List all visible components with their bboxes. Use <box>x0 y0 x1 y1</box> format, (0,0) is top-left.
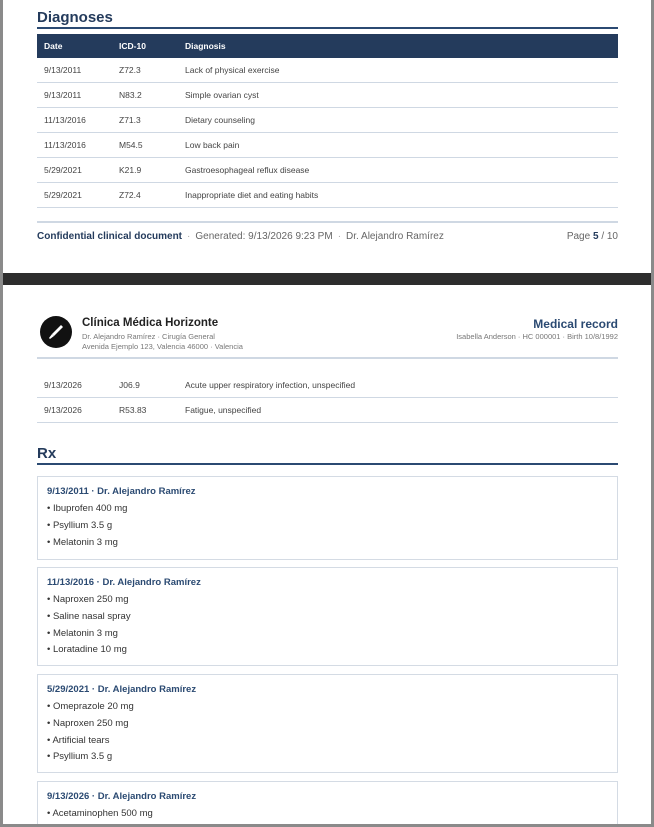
cell-diagnosis: Fatigue, unspecified <box>185 405 262 415</box>
cell-date: 9/13/2026 <box>44 380 82 390</box>
footer-divider <box>37 221 618 223</box>
prescription-card <box>37 567 618 666</box>
prescription-item: • Loratadine 10 mg <box>47 644 127 656</box>
header-date: Date <box>44 41 63 51</box>
table-row <box>37 373 618 398</box>
cell-date: 9/13/2011 <box>44 65 82 75</box>
cell-date: 9/13/2011 <box>44 90 82 100</box>
cell-code: K21.9 <box>119 165 142 175</box>
cell-code: Z71.3 <box>119 115 141 125</box>
prescription-item: • Saline nasal spray <box>47 610 131 622</box>
page-separator <box>3 273 651 285</box>
prescription-item: • Psyllium 3.5 g <box>47 751 113 763</box>
prescription-title: 5/29/2021 · Dr. Alejandro Ramírez <box>47 684 197 695</box>
prescription-title: 11/13/2016 · Dr. Alejandro Ramírez <box>47 577 201 588</box>
prescription-item: • Naproxen 250 mg <box>47 594 129 605</box>
table-row <box>37 398 618 423</box>
header-diagnosis: Diagnosis <box>185 41 226 51</box>
cell-diagnosis: Acute upper respiratory infection, unspecified <box>185 380 356 390</box>
page-current: 5 <box>592 231 599 242</box>
diagnoses-table-continued <box>37 373 618 423</box>
prescription-item: • Artificial tears <box>47 734 110 746</box>
cell-diagnosis: Low back pain <box>185 140 240 150</box>
prescription-item: • Naproxen 250 mg <box>47 717 129 729</box>
record-title: Medical record <box>533 317 618 331</box>
table-row <box>37 133 618 158</box>
clinic-name: Clínica Médica Horizonte <box>82 317 219 329</box>
page-5 <box>3 0 651 273</box>
prescription-card <box>37 781 618 824</box>
header-icd10: ICD-10 <box>119 41 146 51</box>
page-total: / 10 <box>601 231 618 242</box>
table-row <box>37 58 618 83</box>
cell-date: 5/29/2021 <box>44 165 82 175</box>
page-number <box>567 231 618 242</box>
diagnoses-table <box>37 34 618 208</box>
table-header <box>37 34 618 58</box>
prescription-card <box>37 476 618 560</box>
table-row <box>37 158 618 183</box>
footer-left: Confidential clinical document · Generated: 9/13/2026 9:23 PM · Dr. Alejandro Ramírez <box>37 231 444 242</box>
footer-confidential: Confidential clinical document <box>37 231 183 242</box>
prescription-card <box>37 674 618 773</box>
header-divider <box>37 357 618 359</box>
cell-diagnosis: Dietary counseling <box>185 115 255 125</box>
cell-code: R53.83 <box>119 405 147 415</box>
cell-diagnosis: Gastroesophageal reflux disease <box>185 165 310 175</box>
page-6 <box>3 285 651 824</box>
patient-line: Isabella Anderson · HC 000001 · Birth 10/8/1992 <box>456 332 618 341</box>
clinic-address: Avenida Ejemplo 123, Valencia 46000 · Valencia <box>82 342 243 351</box>
cell-diagnosis: Lack of physical exercise <box>185 65 280 75</box>
cell-code: N83.2 <box>119 90 142 100</box>
section-title-rx: Rx <box>37 445 618 465</box>
prescription-title: 9/13/2026 · Dr. Alejandro Ramírez <box>47 791 197 802</box>
prescription-item: • Melatonin 3 mg <box>47 627 118 639</box>
cell-code: M54.5 <box>119 140 143 150</box>
footer-generated: Generated: 9/13/2026 9:23 PM <box>195 231 333 242</box>
prescription-item: • Psyllium 3.5 g <box>47 519 113 531</box>
cell-date: 9/13/2026 <box>44 405 82 415</box>
table-row <box>37 108 618 133</box>
table-row <box>37 183 618 208</box>
prescription-item: • Omeprazole 20 mg <box>47 701 134 712</box>
cell-diagnosis: Simple ovarian cyst <box>185 90 259 100</box>
cell-date: 5/29/2021 <box>44 190 82 200</box>
section-title-diagnoses: Diagnoses <box>37 9 618 29</box>
table-row <box>37 83 618 108</box>
cell-date: 11/13/2016 <box>44 115 86 125</box>
cell-code: J06.9 <box>119 380 140 390</box>
clinic-doctor: Dr. Alejandro Ramírez · Cirugía General <box>82 332 215 341</box>
cell-date: 11/13/2016 <box>44 140 86 150</box>
cell-code: Z72.3 <box>119 65 141 75</box>
cell-code: Z72.4 <box>119 190 141 200</box>
prescription-item: • Ibuprofen 400 mg <box>47 503 128 514</box>
prescription-title: 9/13/2011 · Dr. Alejandro Ramírez <box>47 486 196 497</box>
page-label: Page <box>566 231 591 242</box>
scalpel-icon <box>40 316 72 348</box>
page-footer <box>37 231 618 242</box>
prescription-item: • Acetaminophen 500 mg <box>47 808 153 819</box>
cell-diagnosis: Inappropriate diet and eating habits <box>185 190 319 200</box>
prescription-item: • Melatonin 3 mg <box>47 536 118 548</box>
footer-doctor: Dr. Alejandro Ramírez <box>346 231 444 242</box>
